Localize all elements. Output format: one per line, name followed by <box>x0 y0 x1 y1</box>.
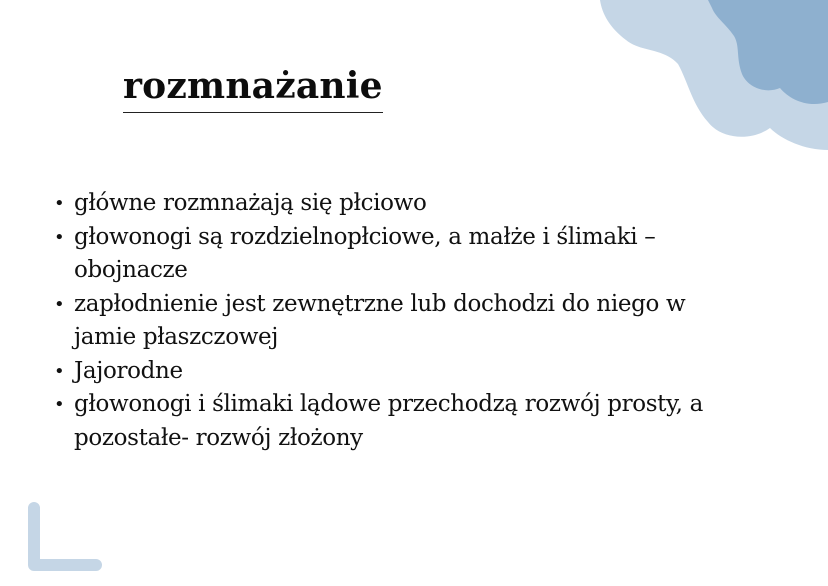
bullet-text: głowonogi i ślimaki lądowe przechodzą rozwój prosty, a pozostałe- rozwój złożony <box>74 391 703 451</box>
corner-bracket-decoration <box>27 502 103 574</box>
bullet-item <box>54 288 734 355</box>
bullet-item <box>54 388 734 455</box>
bullet-item <box>54 187 734 221</box>
bullet-dot-icon: • <box>54 394 65 415</box>
bullet-dot-icon: • <box>54 226 65 248</box>
bullet-text: głowonogi są rozdzielnopłciowe, a małże i ślimaki – obojnacze <box>74 223 656 283</box>
bullet-text: Jajorodne <box>74 357 183 384</box>
bullet-item <box>54 355 734 389</box>
bullet-text: zapłodnienie jest zewnętrzne lub dochodzi do niego w jamie płaszczowej <box>74 290 686 350</box>
bullet-text: główne rozmnażają się płciowo <box>74 190 427 216</box>
slide-title: rozmnażanie <box>123 60 383 113</box>
bullet-dot-icon: • <box>54 360 65 382</box>
bullet-dot-icon: • <box>54 293 65 315</box>
bullet-item <box>54 221 734 288</box>
bullet-list <box>54 187 734 455</box>
bullet-dot-icon: • <box>54 193 65 214</box>
corner-bracket-line <box>34 508 96 565</box>
